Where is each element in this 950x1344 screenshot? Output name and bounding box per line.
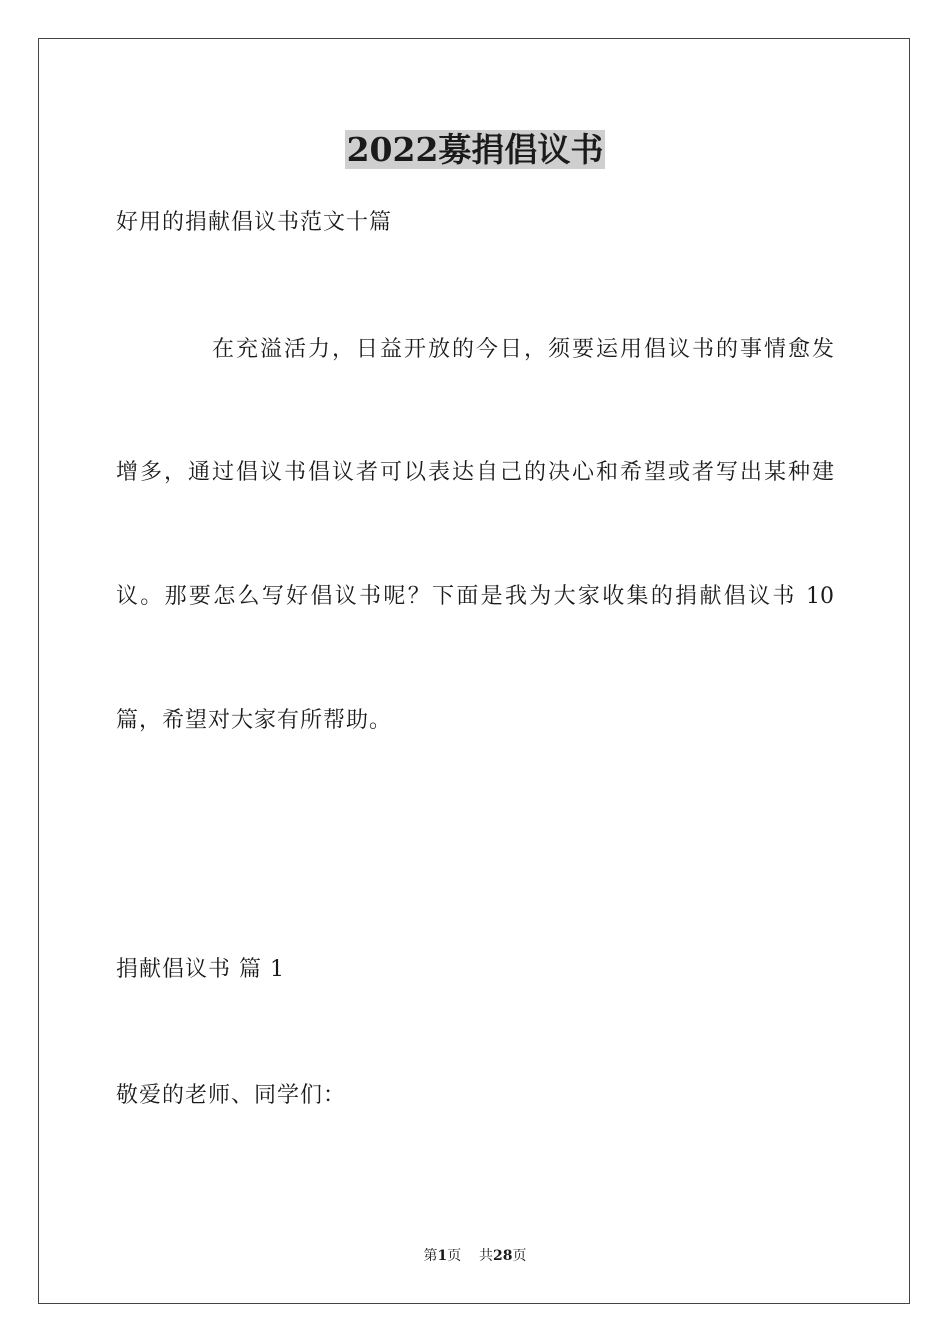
paragraph-line-1: 在充溢活力，日益开放的今日，须要运用倡议书的事情愈发 <box>212 337 834 362</box>
salutation: 敬爱的老师、同学们： <box>116 1083 347 1108</box>
footer-page-mid: 页 共 <box>447 1248 494 1264</box>
footer-page-suffix: 页 <box>512 1248 527 1264</box>
document-title <box>0 126 950 174</box>
section-heading: 捐献倡议书 篇 1 <box>116 957 285 982</box>
footer-page-prefix: 第 <box>423 1248 438 1264</box>
document-title-text: 2022募捐倡议书 <box>346 130 604 169</box>
footer-page-current: 1 <box>437 1248 448 1264</box>
paragraph-line-4: 篇，希望对大家有所帮助。 <box>116 708 393 733</box>
paragraph-line-2: 增多，通过倡议书倡议者可以表达自己的决心和希望或者写出某种建 <box>116 460 834 485</box>
page-footer <box>0 1246 950 1266</box>
paragraph-line-3: 议。那要怎么写好倡议书呢？下面是我为大家收集的捐献倡议书 10 <box>116 584 834 609</box>
document-subtitle: 好用的捐献倡议书范文十篇 <box>116 210 393 235</box>
footer-page-total: 28 <box>493 1248 513 1264</box>
